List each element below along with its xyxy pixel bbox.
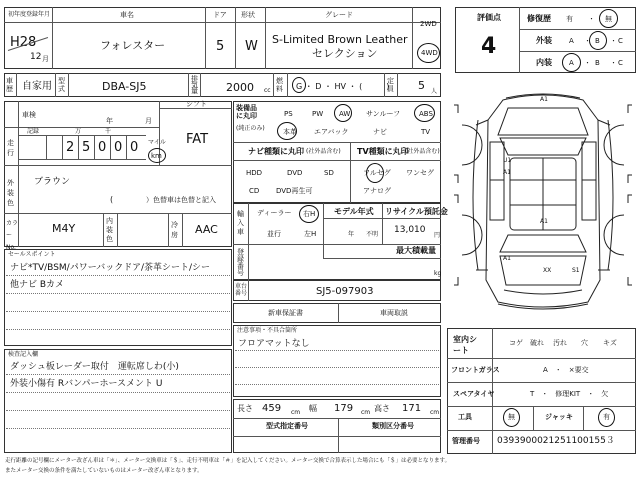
footer-line-1: 走行距離の記号欄にメーター改ざん車は「＊」、メーター交換車は「＄」、走行不明車は「＃」を記入してください。メーター交換で合算表示した場合にも「＄」は必要となります。 xyxy=(5,458,451,464)
color-code: M4Y xyxy=(52,222,76,235)
ext-a: A xyxy=(569,37,574,45)
height: 171 xyxy=(402,403,422,414)
width-unit: cm xyxy=(361,409,371,416)
man-label: 万 xyxy=(75,128,82,135)
aw-circle xyxy=(334,104,352,122)
navi-sub: (社外品含む) xyxy=(306,148,341,155)
person-unit: 人 xyxy=(431,88,438,95)
mgmt-no: 0393900021251100155３ xyxy=(497,436,615,446)
notes-line-1: フロアマットなし xyxy=(238,339,310,349)
displacement-label: 排気量 xyxy=(191,75,198,95)
recycle-label: リサイクル預託金 xyxy=(385,207,448,216)
wheel-rr xyxy=(604,215,624,255)
class-label: 類別区分番号 xyxy=(372,422,414,430)
int-a-circle xyxy=(562,53,581,72)
km-circle xyxy=(148,148,166,163)
reg-month: 12 xyxy=(30,52,42,62)
recycle-value: 13,010 xyxy=(394,225,426,235)
repair-no-circle xyxy=(599,9,618,28)
mark-xx: XX xyxy=(543,267,552,274)
capacity: 5 xyxy=(418,79,425,92)
import-label: 輸入車 xyxy=(237,210,244,236)
mile-label: マイル xyxy=(148,139,166,146)
equip-abs: ABS xyxy=(419,110,433,118)
abs-circle xyxy=(414,104,435,122)
equip-sunroof: サンルーフ xyxy=(366,110,401,118)
int-b: B xyxy=(595,59,600,67)
wheel-fr xyxy=(604,125,624,165)
kiroku-label: 記録 xyxy=(27,128,40,135)
navi-title: ナビ種類に丸印 xyxy=(248,147,304,156)
navi-hdd: HDD xyxy=(246,169,263,177)
equipment-subtitle: (純正のみ) xyxy=(236,125,265,132)
equipment-title: 装備品に丸印 xyxy=(236,104,257,120)
car-name-label: 車名 xyxy=(120,11,134,19)
shape-label: 形状 xyxy=(241,11,255,19)
color-change-note: ）色替車は色替と記入 xyxy=(146,196,216,204)
navi-cd: CD xyxy=(249,187,260,195)
equip-leather: 本革 xyxy=(283,128,297,136)
max-load-label: 最大積載量 xyxy=(396,246,436,255)
inspector-label: 検査記入欄 xyxy=(8,351,39,358)
inspector-line-1: ダッシュ板レーダー取付 運転席しわ(小) xyxy=(10,362,179,372)
equip-tv: TV xyxy=(421,128,431,136)
handle-right-circle xyxy=(299,205,319,223)
import-dealer: ディーラー xyxy=(257,209,292,217)
equip-pw: PW xyxy=(312,110,324,118)
shape: W xyxy=(245,39,258,54)
ext-sep2: ・ xyxy=(610,37,617,45)
sales-points-label: セールスポイント xyxy=(8,251,56,258)
exterior-color-label: 外装色 xyxy=(7,179,14,207)
equip-ps: PS xyxy=(284,110,293,118)
drive-4wd-circle xyxy=(417,43,440,63)
jack-value: 有 xyxy=(603,413,610,421)
tv-title: TV種類に丸印 xyxy=(357,147,409,156)
mark-a1-top: A1 xyxy=(540,96,548,103)
color-code-label: カラー No. xyxy=(6,220,19,251)
front-glass-label: フロントガラス xyxy=(451,366,500,374)
shaken-label: 車検 xyxy=(22,111,36,119)
wheel-rl xyxy=(462,215,482,255)
usage: 自家用 xyxy=(22,81,52,92)
grade-label: グレード xyxy=(325,11,353,19)
spare-items: T ・ 修理KIT ・ 欠 xyxy=(530,390,609,398)
spare-label: スペアタイヤ xyxy=(453,390,495,398)
ac-label: 冷房 xyxy=(171,221,178,239)
model-year-label: モデル年式 xyxy=(334,207,374,216)
tv-oneseg: ワンセグ xyxy=(406,169,434,177)
odo-digit-3: 0 xyxy=(98,140,107,155)
model: DBA-SJ5 xyxy=(102,80,147,93)
doors: 5 xyxy=(216,39,225,54)
jack-label: ジャッキ xyxy=(545,413,573,421)
door-label: ドア xyxy=(213,11,227,19)
repair-label: 修復歴 xyxy=(527,14,551,23)
cc-unit: cc xyxy=(264,87,271,94)
seat-yabure: 破れ xyxy=(530,339,544,347)
int-sep1: ・ xyxy=(584,59,591,67)
handle-left: 左H xyxy=(304,230,317,238)
sen-label: 千 xyxy=(105,128,112,135)
repair-yes: 有 xyxy=(566,15,573,23)
tools-label: 工具 xyxy=(458,413,472,421)
model-label: 型式 xyxy=(58,77,65,93)
reg-year-label: 初年度登録年月 xyxy=(8,11,51,18)
equip-navi: ナビ xyxy=(373,128,387,136)
equip-aw: AW xyxy=(339,110,351,118)
grade-line1: S-Limited Brown Leather xyxy=(272,33,408,46)
shift: FAT xyxy=(186,132,209,147)
mark-s1: S1 xyxy=(572,267,580,274)
interior-label: 内装色 xyxy=(106,217,113,243)
exterior-label: 外装 xyxy=(536,36,552,45)
leather-circle xyxy=(277,122,297,140)
fullseg-circle xyxy=(366,163,384,183)
equip-airbag: エアバック xyxy=(314,128,349,136)
shinsha-label: 新車保証書 xyxy=(268,309,303,317)
handle-right: 右H xyxy=(303,210,316,218)
kg-unit: kg xyxy=(434,270,442,277)
notes-label: 注意事項・不具合箇所 xyxy=(237,327,298,334)
front-glass-items: A ・ ×要交 xyxy=(543,366,589,374)
fuel-label: 燃料 xyxy=(276,77,283,93)
fuel-g-circle xyxy=(292,77,306,93)
navi-dvd: DVD xyxy=(287,169,303,177)
tv-fullseg: フルセグ xyxy=(363,169,391,177)
notes-box xyxy=(233,325,441,397)
fuel-options: G ・ D ・ HV ・ ( ) xyxy=(296,82,390,91)
width-label: 幅 xyxy=(309,404,317,413)
model-year-unit: 年 xyxy=(348,231,355,238)
manual-label: 車両取説 xyxy=(380,309,408,317)
tools-value: 無 xyxy=(508,413,515,421)
odo-digit-4: 0 xyxy=(114,140,123,155)
grade-line2: セレクション xyxy=(312,47,378,60)
ext-sep1: ・ xyxy=(584,37,591,45)
shaken-month-unit: 月 xyxy=(145,117,152,125)
car-diagram xyxy=(448,80,638,320)
wheel-fl xyxy=(462,125,482,165)
yen-unit: 円 xyxy=(434,232,441,239)
ac: AAC xyxy=(195,223,218,236)
sales-point-line-2: 他ナビ Bカメ xyxy=(10,280,65,290)
length-unit: cm xyxy=(291,409,301,416)
int-a: A xyxy=(569,59,574,67)
shaken-year-unit: 年 xyxy=(106,117,113,125)
shift-label: シフト xyxy=(186,100,207,108)
seat-ana: 穴 xyxy=(581,339,588,347)
tools-circle xyxy=(503,408,520,427)
seat-kizu: キズ xyxy=(603,339,617,347)
drive-4wd: 4WD xyxy=(421,49,438,57)
navi-dvd-play: DVD再生可 xyxy=(276,187,313,195)
odo-digit-1: 2 xyxy=(66,140,75,155)
mark-u1: U1 xyxy=(503,157,512,164)
chassis-label: 車台番号 xyxy=(235,283,248,297)
paren-open: ( xyxy=(110,195,114,204)
tv-analog: アナログ xyxy=(363,187,391,195)
height-label: 高さ xyxy=(374,404,390,413)
footer-line-2: またメーター交換の条件を満たしていないものはメーター改ざん車となります。 xyxy=(5,468,203,474)
jack-circle xyxy=(598,408,615,427)
month-unit: 月 xyxy=(42,55,49,63)
repair-no: 無 xyxy=(605,15,612,23)
car-name: フォレスター xyxy=(100,39,166,52)
import-parallel: 並行 xyxy=(267,230,281,238)
ext-c: C xyxy=(618,37,623,45)
usage-label: 車歴 xyxy=(6,77,13,93)
drive-2wd: 2WD xyxy=(420,20,437,28)
length: 459 xyxy=(262,403,282,414)
int-sep2: ・ xyxy=(610,59,617,67)
height-unit: cm xyxy=(430,409,440,416)
score-label: 評価点 xyxy=(477,13,501,22)
mark-a1-bottom: A1 xyxy=(540,218,548,225)
km-label: km xyxy=(151,152,162,160)
inspector-line-2: 外装小傷有 Rバンパーホースメント U xyxy=(10,379,163,389)
ext-b-circle xyxy=(589,31,607,50)
mark-a1-side: A1 xyxy=(503,169,511,176)
exterior-color: ブラウン xyxy=(34,177,71,187)
type-cert-label: 型式指定番号 xyxy=(266,422,308,430)
seat-yogore: 汚れ xyxy=(553,339,567,347)
seat-label: 室内シート xyxy=(453,335,477,355)
ext-b: B xyxy=(595,37,600,45)
int-c: C xyxy=(618,59,623,67)
sales-point-line-1: ナビ*TV/BSM/パワーバックドア/茶革シート/シー xyxy=(10,263,211,273)
score: 4 xyxy=(481,34,497,59)
odo-digit-2: 5 xyxy=(82,140,91,155)
reg-year: H28 xyxy=(10,35,37,50)
mgmt-label: 管理番号 xyxy=(452,437,480,445)
capacity-label: 定員 xyxy=(387,77,394,93)
navi-sd: SD xyxy=(324,169,334,177)
repair-sep: ・ xyxy=(588,15,595,23)
reg-no-label: 登録番号 xyxy=(237,248,244,277)
tv-sub: (社外品含む) xyxy=(405,148,440,155)
chassis-no: SJ5-097903 xyxy=(316,286,374,297)
displacement: 2000 xyxy=(226,81,254,94)
length-label: 長さ xyxy=(237,404,253,413)
mileage-label: 走行 xyxy=(7,139,14,157)
mark-a1-mid: A1 xyxy=(503,255,511,262)
seat-koge: コゲ xyxy=(509,339,523,347)
width: 179 xyxy=(334,403,354,414)
odo-digit-5: 0 xyxy=(130,140,139,155)
warranty-row xyxy=(233,303,441,323)
interior-grade-label: 内装 xyxy=(536,58,552,67)
model-year-unknown: 不明 xyxy=(366,231,379,238)
